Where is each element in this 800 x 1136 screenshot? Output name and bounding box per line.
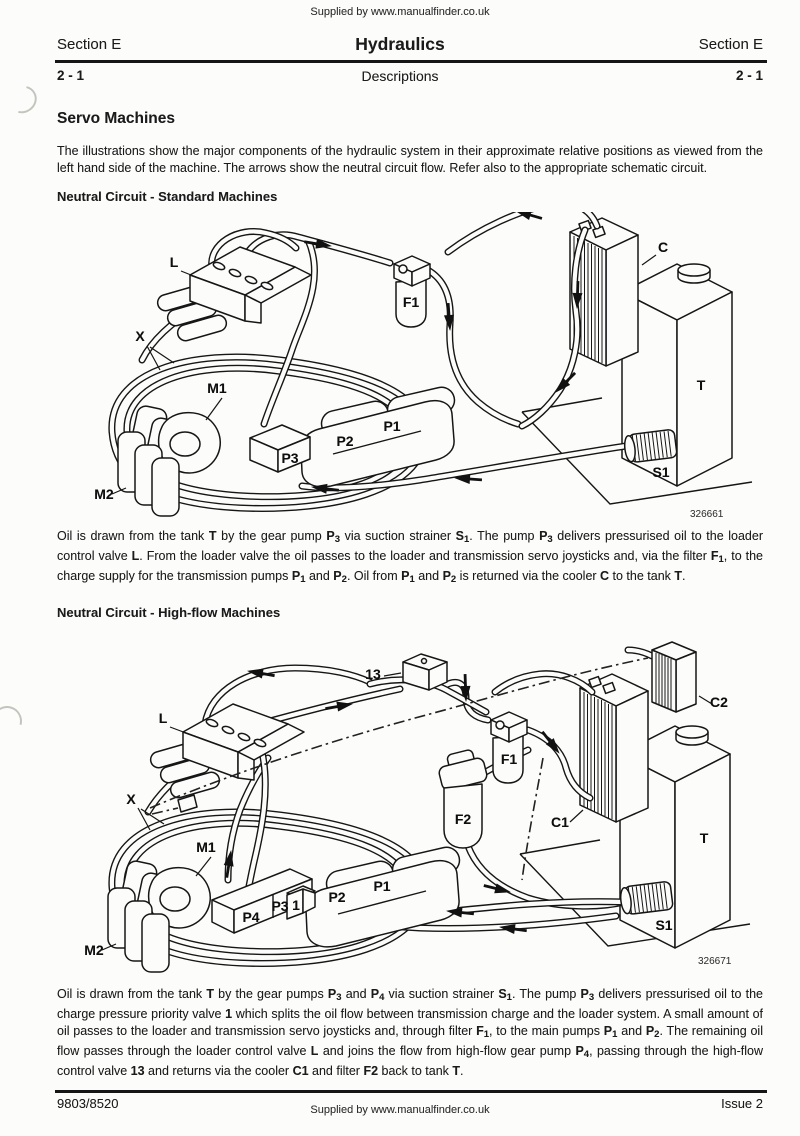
label-m2: M2 bbox=[84, 942, 104, 958]
label-l: L bbox=[158, 710, 168, 726]
strainer-s1 bbox=[619, 881, 673, 915]
page-title: Hydraulics bbox=[355, 34, 445, 54]
label-p2: P2 bbox=[336, 433, 354, 449]
label-c: C bbox=[657, 239, 669, 255]
label-m2: M2 bbox=[94, 486, 114, 502]
figure-number: 326671 bbox=[698, 956, 732, 967]
label-1: 1 bbox=[292, 897, 300, 913]
filter-f1 bbox=[394, 256, 430, 327]
figure1-caption: Oil is drawn from the tank T by the gear pump $P_3$ via suction strainer $S_1$. The pump $P_3$ delivers pressurised oil to the loader control valve L. From the loader valve the oil passes to the loader and transmission servo joysticks and, via the filter $F_1$, to the charge supply for the transmission pumps $P_1$ and $P_2$. Oil from $P_1$ and $P_2$ is returned via the cooler C to the tank T. bbox=[57, 529, 763, 585]
label-p1: P1 bbox=[373, 878, 391, 894]
page-subtitle: Descriptions bbox=[361, 68, 439, 84]
page-number-left: 2 - 1 bbox=[57, 68, 85, 83]
header-rule bbox=[55, 60, 767, 63]
label-s1: S1 bbox=[652, 464, 670, 480]
label-p3: P3 bbox=[271, 898, 289, 914]
figure2-caption: Oil is drawn from the tank T by the gear pumps $P_3$ and $P_4$ via suction strainer $S_1$. The pump $P_3$ delivers pressurised oil to the charge pressure priority valve 1 which splits the oil flow between transmission charge and the loader system. A small amount of oil passes to the loader and transmission servo joysticks and, through filter $F_1$, to the main pumps $P_1$ and $P_2$. The remaining oil flow passes through the loader control valve L and joins the flow from high-flow gear pump $P_4$, passing through the high-flow control valve 13 and returns via the cooler C1 and filter F2 back to tank T. bbox=[57, 987, 763, 1078]
supplied-by-top: Supplied by www.manualfinder.co.uk bbox=[310, 6, 490, 18]
figure-highflow-neutral-circuit bbox=[60, 635, 760, 975]
header-section-left: Section E bbox=[57, 36, 122, 53]
main-heading: Servo Machines bbox=[57, 110, 176, 127]
highflow-valve-13 bbox=[403, 654, 447, 690]
header-section-right: Section E bbox=[698, 36, 763, 53]
footer-rule bbox=[55, 1090, 767, 1093]
label-f1: F1 bbox=[500, 751, 518, 767]
figure-standard-neutral-circuit bbox=[60, 212, 760, 523]
label-c2: C2 bbox=[710, 694, 728, 710]
filter-f2 bbox=[438, 749, 488, 848]
label-f2: F2 bbox=[454, 811, 472, 827]
label-p3: P3 bbox=[281, 450, 299, 466]
page-number-right: 2 - 1 bbox=[735, 68, 763, 83]
label-x: X bbox=[126, 791, 136, 807]
strainer-s1 bbox=[623, 429, 677, 463]
label-p4: P4 bbox=[242, 909, 260, 925]
doc-number: 9803/8520 bbox=[57, 1096, 119, 1111]
label-m1: M1 bbox=[207, 380, 227, 396]
label-f1: F1 bbox=[402, 294, 420, 310]
label-s1: S1 bbox=[655, 917, 673, 933]
label-x: X bbox=[135, 328, 145, 344]
supplied-by-bottom: Supplied by www.manualfinder.co.uk bbox=[310, 1104, 490, 1116]
figure2-heading: Neutral Circuit - High-flow Machines bbox=[57, 605, 281, 620]
label-p2: P2 bbox=[328, 889, 346, 905]
label-13: 13 bbox=[365, 666, 381, 682]
issue-number: Issue 2 bbox=[721, 1096, 763, 1111]
figure1-heading: Neutral Circuit - Standard Machines bbox=[57, 189, 278, 204]
figure-number: 326661 bbox=[690, 509, 724, 520]
label-t: T bbox=[696, 377, 706, 393]
intro-paragraph: The illustrations show the major components of the hydraulic system in their approximate relative positions as viewed from the left hand side of the machine. The arrows show the neutral circuit flow. Refer also to the appropriate schematic circuit. bbox=[57, 144, 763, 175]
label-t: T bbox=[699, 830, 709, 846]
binder-hole-artifact bbox=[3, 81, 42, 119]
loader-valve-l bbox=[156, 247, 311, 343]
filter-f1 bbox=[491, 712, 527, 783]
label-l: L bbox=[169, 254, 179, 270]
binder-hole-artifact bbox=[0, 701, 27, 742]
label-m1: M1 bbox=[196, 839, 216, 855]
label-c1: C1 bbox=[551, 814, 569, 830]
label-p1: P1 bbox=[383, 418, 401, 434]
